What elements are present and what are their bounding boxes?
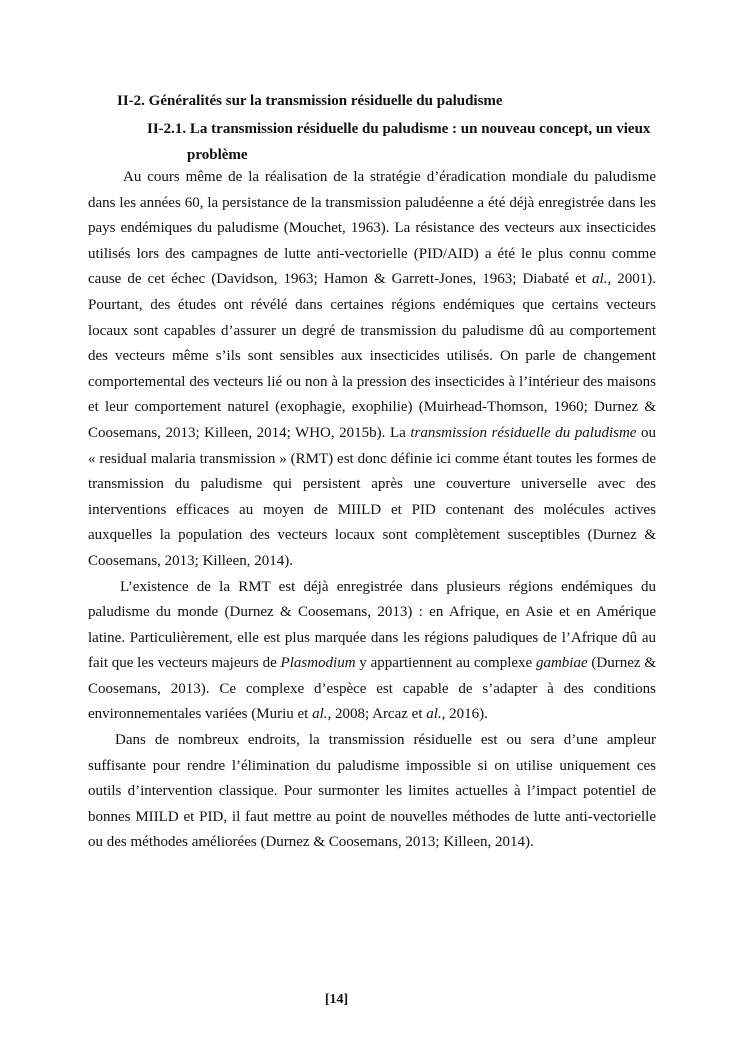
subsection-title-line1: La transmission résiduelle du paludisme : un nouveau concept, un vieux (189, 121, 651, 137)
paragraph-2-part2: y appartiennent au complexe (355, 655, 536, 672)
paragraph-2-italic3: al., (312, 706, 332, 723)
subsection-heading (147, 116, 657, 168)
paragraph-1 (88, 165, 656, 575)
paragraph-1-italic2: transmission résiduelle du paludisme (410, 424, 637, 441)
page-footer (0, 992, 745, 1008)
paragraph-1-italic1: al., (592, 271, 612, 288)
paragraph-2-italic4: al., (426, 706, 446, 723)
subsection-number: II-2.1. (147, 121, 187, 137)
page-number: [14] (324, 992, 349, 1007)
paragraph-1-part3: ou « residual malaria transmission » (RMT) est donc définie ici comme étant toutes les formes de transmission du paludisme qui persistent après une couverture universelle avec des interventions efficaces au moyen de MIILD et PID contenant des molécules actives auxquelles la population des vecteurs locaux sont complètement susceptibles (Durnez & Coosemans, 2013; Killeen, 2014). (88, 424, 657, 569)
paragraph-2-italic2: gambiae (535, 655, 588, 672)
paragraph-2-part1: L’existence de la RMT est déjà enregistrée dans plusieurs régions endémiques du paludisme du monde (Durnez & Coosemans, 2013) : en Afrique, en Asie et en Amérique latine. Particulièrement, elle est plus marquée dans les régions paludiques de l’Afrique dû au fait que les vecteurs majeurs de (88, 578, 656, 672)
paragraph-2-part3: (Durnez & Coosemans, 2013). Ce complexe d’espèce est capable de s’adapter à des conditions environnementales variées (Muriu et (88, 655, 656, 723)
paragraph-2 (88, 575, 656, 729)
paragraph-3: Dans de nombreux endroits, la transmission résiduelle est ou sera d’une ampleur suffisante pour rendre l’élimination du paludisme impossible si on utilise uniquement ces outils d’intervention classique. Pour surmonter les limites actuelles à l’impact potentiel de bonnes MIILD et PID, il faut mettre au point de nouvelles méthodes de lutte anti-vectorielle ou des méthodes améliorées (Durnez & Coosemans, 2013; Killeen, 2014). (88, 732, 656, 851)
paragraph-1-part2: 2001). Pourtant, des études ont révélé dans certaines régions endémiques que certains vecteurs locaux sont capables d’assurer un degré de transmission du paludisme dû au comportement des vecteurs même s’ils sont sensibles aux insecticides utilisés. On parle de changement comportemental des vecteurs lié ou non à la pression des insecticides à l’intérieur des maisons et leur comportement naturel (exophagie, exophilie) (Muirhead-Thomson, 1960; Durnez & Coosemans, 2013; Killeen, 2014; WHO, 2015b). La (88, 271, 657, 441)
paragraph-2-part4: 2008; Arcaz et (331, 706, 427, 723)
paragraph-1-part1: Au cours même de la réalisation de la stratégie d’éradication mondiale du paludisme dans les années 60, la persistance de la transmission paludéenne a été déjà enregistrée dans les pays endémiques du paludisme (Mouchet, 1963). La résistance des vecteurs aux insecticides utilisés lors des campagnes de lutte anti-vectorielle (PID/AID) a été le plus connu comme cause de cet échec (Davidson, 1963; Hamon & Garrett-Jones, 1963; Diabaté et (88, 169, 656, 288)
subsection-title-line2: problème (187, 147, 248, 163)
body-text (88, 165, 656, 856)
paragraph-2-part5: 2016). (445, 706, 488, 723)
section-heading: II-2. Généralités sur la transmission résiduelle du paludisme (117, 93, 503, 109)
paragraph-2-italic1: Plasmodium (280, 655, 356, 672)
